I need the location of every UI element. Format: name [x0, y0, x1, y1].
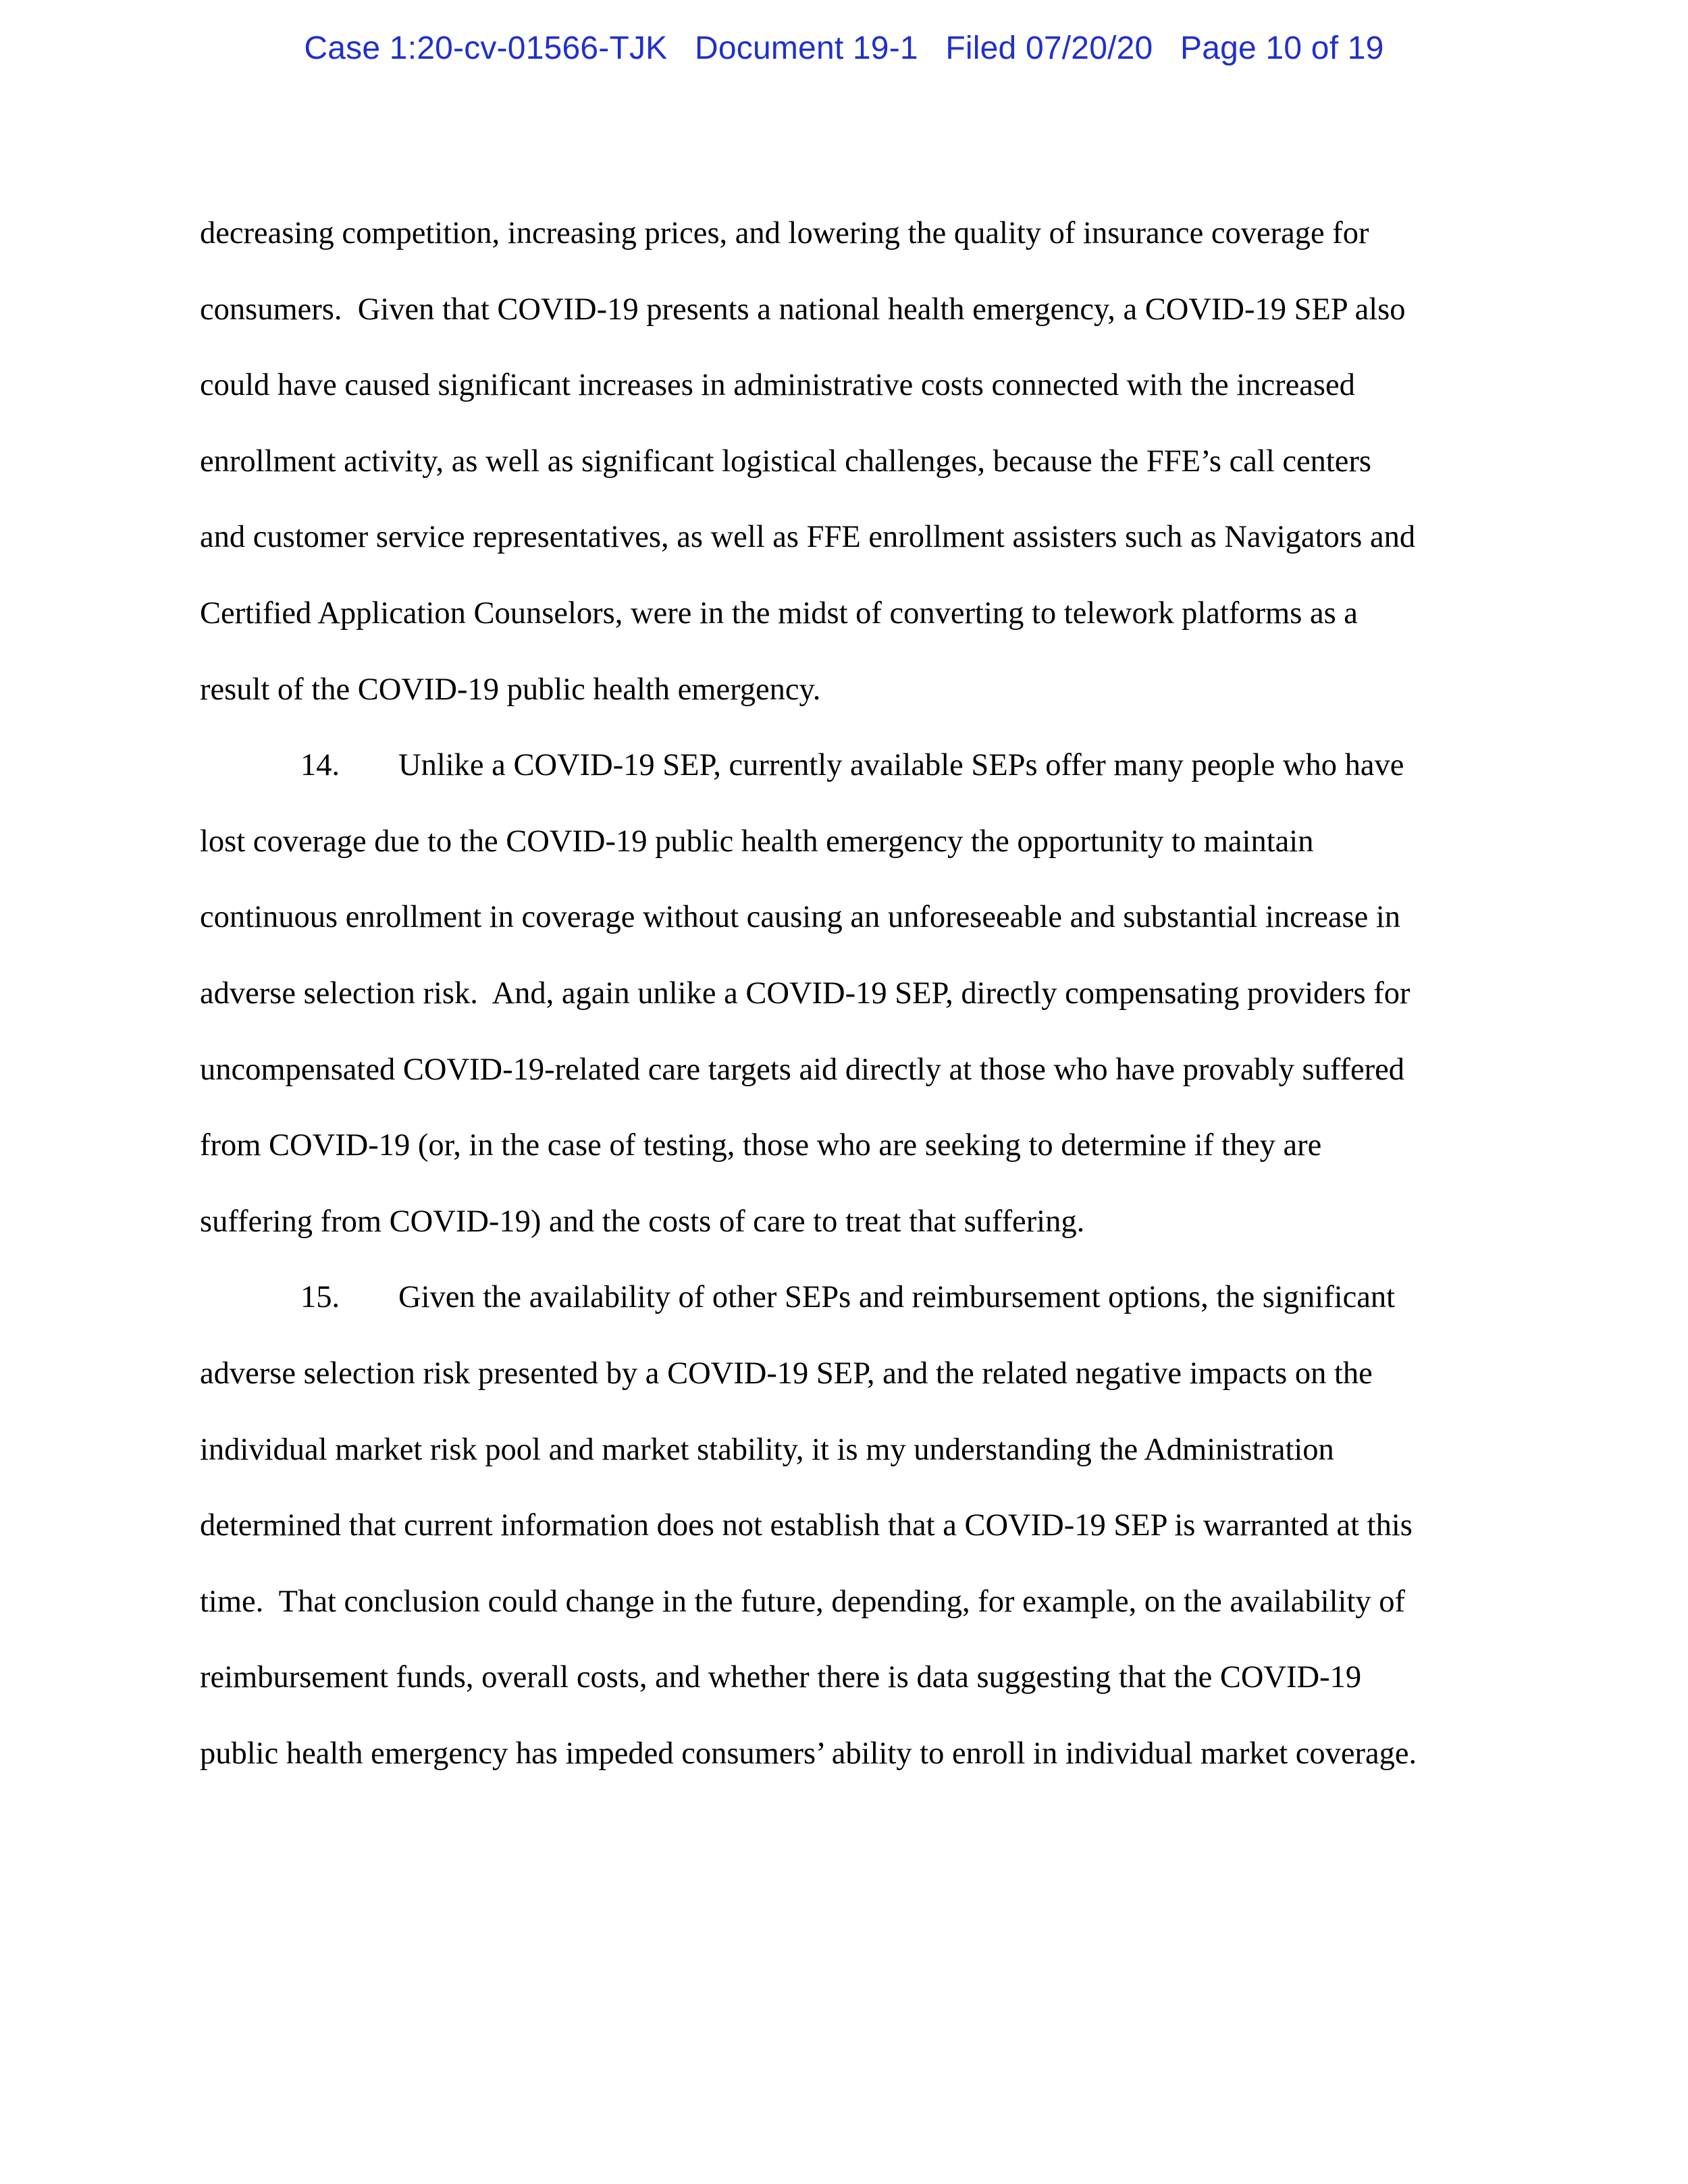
- text-line: reimbursement funds, overall costs, and whether there is data suggesting that the COVID-19: [200, 1660, 1362, 1695]
- text-line: and customer service representatives, as well as FFE enrollment assisters such as Navigators and: [200, 520, 1416, 555]
- text-line: continuous enrollment in coverage without causing an unforeseeable and substantial increase in: [200, 900, 1401, 935]
- paragraph-first-line: Unlike a COVID-19 SEP, currently available SEPs offer many people who have: [398, 748, 1404, 783]
- paragraph-number: 14.: [300, 748, 340, 783]
- page-number: Page 10 of 19: [1180, 30, 1384, 66]
- case-number: Case 1:20-cv-01566-TJK: [304, 30, 668, 66]
- text-line: from COVID-19 (or, in the case of testing, those who are seeking to determine if they are: [200, 1128, 1322, 1163]
- paragraph-14: [200, 728, 1493, 1260]
- text-line: suffering from COVID-19) and the costs of care to treat that suffering.: [200, 1204, 1085, 1239]
- text-line: result of the COVID-19 public health emergency.: [200, 672, 821, 707]
- text-line: time. That conclusion could change in the future, depending, for example, on the availability of: [200, 1584, 1405, 1619]
- text-line: consumers. Given that COVID-19 presents a national health emergency, a COVID-19 SEP also: [200, 292, 1406, 327]
- text-line: determined that current information does not establish that a COVID-19 SEP is warranted at this: [200, 1508, 1413, 1543]
- paragraph-continued: [200, 196, 1493, 728]
- document-body: [200, 196, 1493, 1792]
- paragraph-first-line: Given the availability of other SEPs and reimbursement options, the significant: [398, 1280, 1396, 1315]
- text-line: lost coverage due to the COVID-19 public health emergency the opportunity to maintain: [200, 824, 1314, 859]
- text-line: adverse selection risk. And, again unlike a COVID-19 SEP, directly compensating providers for: [200, 976, 1410, 1011]
- ecf-header: [0, 30, 1688, 67]
- text-line: could have caused significant increases in administrative costs connected with the increased: [200, 368, 1355, 403]
- text-line: adverse selection risk presented by a COVID-19 SEP, and the related negative impacts on the: [200, 1356, 1373, 1391]
- text-line: individual market risk pool and market stability, it is my understanding the Administration: [200, 1432, 1334, 1467]
- document-number: Document 19-1: [695, 30, 918, 66]
- text-line: enrollment activity, as well as significant logistical challenges, because the FFE’s call centers: [200, 444, 1372, 479]
- text-line: decreasing competition, increasing prices, and lowering the quality of insurance coverage for: [200, 216, 1369, 250]
- paragraph-15: [200, 1260, 1493, 1792]
- text-line: public health emergency has impeded consumers’ ability to enroll in individual market coverage.: [200, 1736, 1417, 1771]
- paragraph-number: 15.: [300, 1280, 340, 1315]
- text-line: uncompensated COVID-19-related care targets aid directly at those who have provably suffered: [200, 1052, 1405, 1087]
- filed-date: Filed 07/20/20: [945, 30, 1153, 66]
- text-line: Certified Application Counselors, were in the midst of converting to telework platforms as a: [200, 595, 1358, 631]
- text-line: [200, 1260, 1493, 1336]
- text-line: [200, 728, 1493, 804]
